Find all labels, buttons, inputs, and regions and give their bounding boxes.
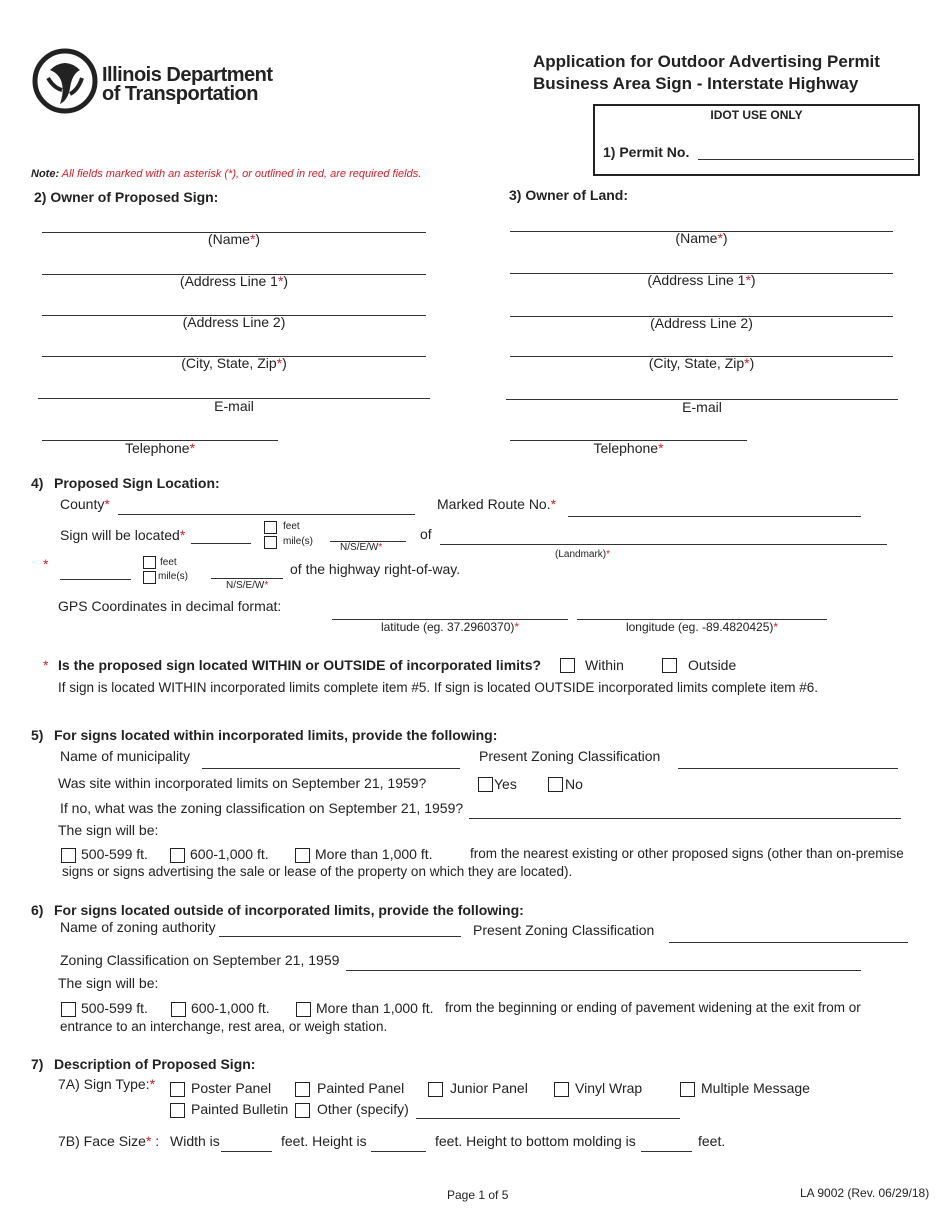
bottom-molding-label: feet. Height to bottom molding is (435, 1133, 636, 1149)
height-is-label: feet. Height is (281, 1133, 367, 1149)
face-size-label: 7B) Face Size* : (58, 1133, 160, 1149)
painted-bulletin-checkbox[interactable] (170, 1103, 185, 1118)
s3-city-label: (City, State, Zip*) (648, 355, 755, 371)
direction-field-2[interactable] (211, 578, 283, 579)
s2-phone-label: Telephone* (124, 440, 196, 456)
other-specify-field[interactable] (416, 1118, 680, 1119)
miles-label-2: mile(s) (158, 571, 188, 582)
s3-name-label: (Name*) (675, 230, 728, 246)
permit-no-field[interactable] (698, 159, 914, 160)
other-specify-label: Other (specify) (317, 1101, 409, 1117)
feet-checkbox-1[interactable] (264, 521, 277, 534)
s6-description-line2: entrance to an interchange, rest area, or weigh station. (60, 1019, 388, 1034)
question-required-asterisk: * (43, 657, 49, 673)
s6-600-1000-checkbox[interactable] (171, 1002, 186, 1017)
s5-500-599-checkbox[interactable] (61, 848, 76, 863)
vinyl-wrap-label: Vinyl Wrap (575, 1080, 643, 1096)
s5-zoning-label: Present Zoning Classification (479, 748, 661, 764)
marked-route-label: Marked Route No.* (437, 496, 557, 512)
gps-label: GPS Coordinates in decimal format: (58, 598, 282, 614)
county-label: County* (60, 496, 110, 512)
within-checkbox[interactable] (560, 658, 575, 673)
s5-sign-will-be-label: The sign will be: (58, 822, 159, 838)
marked-route-field[interactable] (568, 516, 861, 517)
painted-panel-checkbox[interactable] (295, 1082, 310, 1097)
junior-panel-label: Junior Panel (450, 1080, 528, 1096)
idot-logo (32, 48, 282, 118)
municipality-label: Name of municipality (60, 748, 190, 764)
within-label: Within (585, 657, 624, 673)
section-7-number: 7) (31, 1056, 44, 1072)
s5-more-than-1000-label: More than 1,000 ft. (315, 846, 433, 862)
yes-checkbox[interactable] (478, 777, 493, 792)
section-2-heading: 2) Owner of Proposed Sign: (34, 189, 219, 205)
idot-logo-icon (32, 48, 98, 114)
permit-no-label: 1) Permit No. (603, 144, 690, 160)
distance-field-2[interactable] (60, 579, 131, 580)
if-no-question: If no, what was the zoning classification on September 21, 1959? (60, 800, 464, 816)
s3-phone-label: Telephone* (593, 440, 664, 456)
s3-email-label: E-mail (682, 399, 722, 415)
s5-500-599-label: 500-599 ft. (81, 846, 148, 862)
section-4-heading: Proposed Sign Location: (54, 475, 220, 491)
multiple-message-label: Multiple Message (701, 1080, 810, 1096)
feet-label-1: feet (283, 521, 300, 532)
logo-line1: Illinois Department (102, 64, 273, 86)
s2-city-label: (City, State, Zip*) (181, 355, 287, 371)
no-label: No (565, 776, 583, 792)
s6-more-than-1000-label: More than 1,000 ft. (316, 1000, 434, 1016)
s5-description-line1: from the nearest existing or other proposed signs (other than on-premise (470, 846, 904, 861)
miles-checkbox-1[interactable] (264, 536, 277, 549)
form-number: LA 9002 (Rev. 06/29/18) (800, 1186, 930, 1200)
feet-checkbox-2[interactable] (143, 556, 156, 569)
section-5-heading: For signs located within incorporated limits, provide the following: (54, 727, 498, 743)
bottom-molding-field[interactable] (641, 1151, 692, 1152)
outside-label: Outside (688, 657, 737, 673)
painted-bulletin-label: Painted Bulletin (191, 1101, 289, 1117)
zoning-authority-field[interactable] (219, 936, 461, 937)
feet-end-label: feet. (698, 1133, 726, 1149)
page-subtitle: Business Area Sign - Interstate Highway (533, 74, 859, 93)
idot-use-only-label: IDOT USE ONLY (710, 108, 803, 122)
s6-600-1000-label: 600-1,000 ft. (191, 1000, 270, 1016)
s5-600-1000-checkbox[interactable] (170, 848, 185, 863)
s6-description-line1: from the beginning or ending of pavement widening at the exit from or (445, 1000, 861, 1015)
page-number: Page 1 of 5 (447, 1188, 509, 1202)
s6-sign-will-be-label: The sign will be: (58, 975, 159, 991)
latitude-label: latitude (eg. 37.2960370)* (380, 620, 520, 634)
s5-more-than-1000-checkbox[interactable] (295, 848, 310, 863)
poster-panel-checkbox[interactable] (170, 1082, 185, 1097)
s6-500-599-checkbox[interactable] (61, 1002, 76, 1017)
width-field[interactable] (221, 1151, 272, 1152)
poster-panel-label: Poster Panel (191, 1080, 272, 1096)
miles-checkbox-2[interactable] (143, 571, 156, 584)
landmark-label: (Landmark)* (555, 549, 611, 560)
outside-checkbox[interactable] (662, 658, 677, 673)
site-within-question: Was site within incorporated limits on September 21, 1959? (58, 775, 427, 791)
vinyl-wrap-checkbox[interactable] (554, 1082, 569, 1097)
zoning-1959-label: Zoning Classification on September 21, 1959 (60, 952, 340, 968)
right-of-way-text: of the highway right-of-way. (290, 561, 461, 577)
s6-zoning-label: Present Zoning Classification (473, 922, 655, 938)
painted-panel-label: Painted Panel (317, 1080, 405, 1096)
section-6-number: 6) (31, 902, 44, 918)
other-specify-checkbox[interactable] (295, 1103, 310, 1118)
s2-address1-label: (Address Line 1*) (179, 273, 289, 289)
idot-use-only-box (593, 104, 920, 176)
s3-address1-label: (Address Line 1*) (647, 272, 756, 288)
page-title: Application for Outdoor Advertising Permit (533, 52, 880, 71)
municipality-field[interactable] (202, 768, 460, 769)
s5-zoning-field[interactable] (678, 768, 898, 769)
nsew-label-2: N/S/E/W* (226, 580, 269, 591)
zoning-authority-label: Name of zoning authority (60, 919, 216, 935)
yes-label: Yes (494, 776, 517, 792)
sign-type-label: 7A) Sign Type:* (58, 1076, 156, 1092)
s6-more-than-1000-checkbox[interactable] (296, 1002, 311, 1017)
feet-label-2: feet (160, 557, 177, 568)
section-3-heading: 3) Owner of Land: (509, 187, 628, 203)
s6-500-599-label: 500-599 ft. (81, 1000, 148, 1016)
of-label: of (420, 526, 432, 542)
section-4-number: 4) (31, 475, 44, 491)
required-note: Note: All fields marked with an asterisk (*), or outlined in red, are required fields. (31, 168, 422, 180)
located-label: Sign will be located* (60, 527, 186, 543)
s2-name-label: (Name*) (207, 231, 261, 247)
no-checkbox[interactable] (548, 777, 563, 792)
width-is-label: Width is (170, 1133, 220, 1149)
logo-line2: of Transportation (102, 83, 258, 105)
county-field[interactable] (118, 514, 415, 515)
miles-label-1: mile(s) (283, 536, 313, 547)
longitude-label: longitude (eg. -89.4820425)* (625, 620, 779, 634)
zoning-1959-field-s6[interactable] (346, 970, 861, 971)
junior-panel-checkbox[interactable] (428, 1082, 443, 1097)
incorporated-instruction: If sign is located WITHIN incorporated limits complete item #5. If sign is located OUTSIDE incorporated limits complete item #6. (58, 680, 819, 695)
s5-600-1000-label: 600-1,000 ft. (190, 846, 269, 862)
section-6-heading: For signs located outside of incorporated limits, provide the following: (54, 902, 524, 918)
zoning-1959-field-s5[interactable] (469, 818, 901, 819)
row-required-asterisk: * (43, 556, 49, 572)
s2-email-label: E-mail (214, 398, 254, 414)
incorporated-limits-question: Is the proposed sign located WITHIN or OUTSIDE of incorporated limits? (58, 657, 542, 673)
nsew-label-1: N/S/E/W* (340, 542, 383, 553)
s2-address2-label: (Address Line 2) (182, 314, 286, 330)
landmark-field[interactable] (440, 544, 887, 545)
distance-field-1[interactable] (191, 543, 251, 544)
s5-description-line2: signs or signs advertising the sale or lease of the property on which they are located). (62, 864, 573, 879)
s3-address2-label: (Address Line 2) (650, 315, 753, 331)
height-field[interactable] (371, 1151, 426, 1152)
multiple-message-checkbox[interactable] (680, 1082, 695, 1097)
s6-zoning-field[interactable] (669, 942, 908, 943)
section-5-number: 5) (31, 727, 44, 743)
section-7-heading: Description of Proposed Sign: (54, 1056, 256, 1072)
